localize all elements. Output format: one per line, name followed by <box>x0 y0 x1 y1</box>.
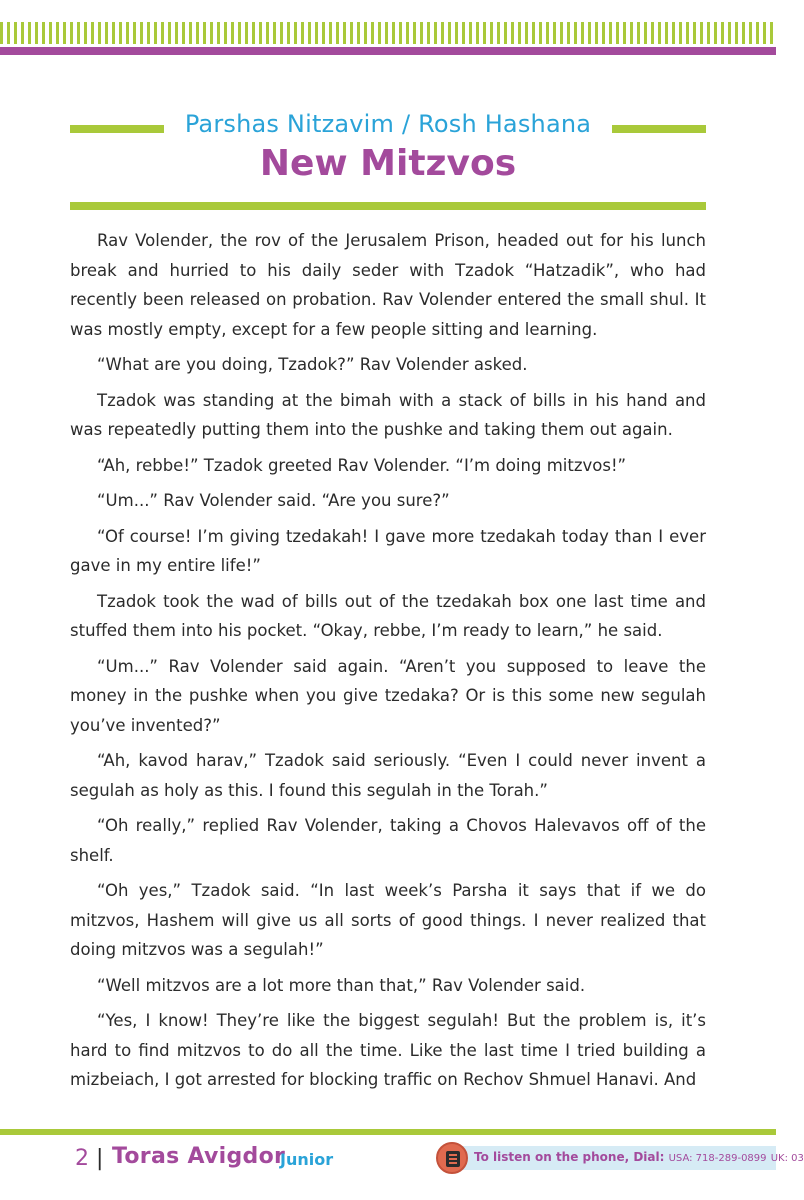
paragraph: “Of course! I’m giving tzedakah! I gave more tzedakah today than I ever gave in my entire life!” <box>70 526 706 575</box>
parsha-heading: Parshas Nitzavim / Rosh Hashana <box>184 110 592 138</box>
paragraph: “Oh yes,” Tzadok said. “In last week’s Parsha it says that if we do mitzvos, Hashem will give us all sorts of good things. I never realized that doing mitzvos was a segulah!” <box>70 881 706 959</box>
bottom-green-bar <box>0 1129 776 1135</box>
paragraph: “Um...” Rav Volender said. “Are you sure?” <box>97 491 450 510</box>
page-number: 2 <box>75 1146 89 1171</box>
top-purple-bar <box>0 47 776 55</box>
header-row <box>70 108 706 148</box>
brand-name: Toras Avigdor <box>112 1144 286 1169</box>
paragraph: “Yes, I know! They’re like the biggest segulah! But the problem is, it’s hard to find mitzvos to do all the time. Like the last time I tried building a mizbeiach, I got arrested for blocking traffic on Rechov Shmuel Hanavi. And <box>70 1011 706 1089</box>
paragraph: “What are you doing, Tzadok?” Rav Volender asked. <box>97 355 528 374</box>
phone-icon <box>436 1142 468 1174</box>
dial-usa: USA: 718-289-0899 <box>668 1153 767 1164</box>
paragraph: Tzadok was standing at the bimah with a stack of bills in his hand and was repeatedly putting them into the pushke and taking them out again. <box>70 390 706 439</box>
dial-text <box>474 1150 804 1164</box>
dial-strip <box>456 1146 804 1170</box>
dial-label: To listen on the phone, Dial: <box>474 1150 665 1164</box>
page-title: New Mitzvos <box>259 143 517 184</box>
paragraph: “Well mitzvos are a lot more than that,” Rav Volender said. <box>97 975 586 995</box>
paragraph: “Oh really,” replied Rav Volender, taking a Chovos Halevavos off of the shelf. <box>70 816 706 865</box>
paragraph: “Ah, kavod harav,” Tzadok said seriously. “Even I could never invent a segulah as holy as this. I found this segulah in the Torah.” <box>70 751 706 800</box>
top-tick-border <box>0 22 776 44</box>
paragraph: Rav Volender, the rov of the Jerusalem Prison, headed out for his lunch break and hurried to his daily seder with Tzadok “Hatzadik”, who had recently been released on probation. Rav Volender entered the small shul. It was mostly empty, except for a few people sitting and learning. <box>70 231 706 339</box>
dial-uk: UK: 03 <box>770 1153 804 1164</box>
paragraph: “Um...” Rav Volender said again. “Aren’t you supposed to leave the money in the pushke when you give tzedaka? Or is this some new segulah you’ve invented?” <box>70 656 706 735</box>
paragraph: “Ah, rebbe!” Tzadok greeted Rav Volender. “I’m doing mitzvos!” <box>97 455 627 475</box>
paragraph: Tzadok took the wad of bills out of the tzedakah box one last time and stuffed them into his pocket. “Okay, rebbe, I’m ready to learn,” he said. <box>70 591 706 640</box>
header-rule-right <box>612 125 706 133</box>
footer-separator: | <box>96 1146 104 1171</box>
brand-subtitle: Junior <box>280 1150 334 1169</box>
title-underline <box>70 202 706 210</box>
story-body <box>70 226 706 1101</box>
footer <box>0 1140 804 1180</box>
